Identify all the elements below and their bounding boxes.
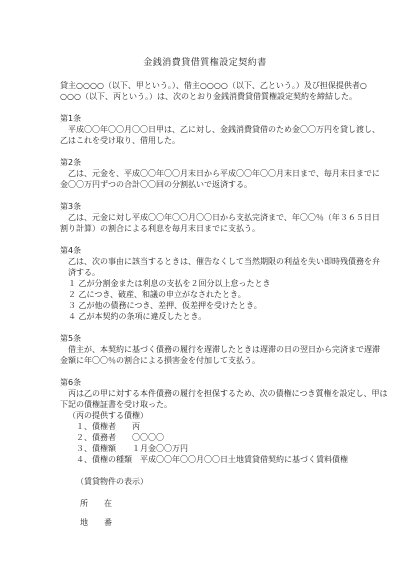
property-field: 所 在	[80, 499, 112, 508]
list-item: ２、債務者 〇〇〇〇	[76, 433, 164, 442]
intro-line: 貸主○○○○（以下、甲という。）、借主○○○○（以下、乙という。）及び担保提供者○	[60, 81, 367, 90]
list-item: ３、債権額 １月金〇〇万円	[76, 444, 188, 453]
article-heading: 第1条	[60, 114, 82, 123]
article-line: 借主が、本契約に基づく債務の履行を遅滞したときは遅滞の日の翌日から完済まで遅滞	[68, 345, 380, 354]
article-line: 下記の債権証書を受け取った。	[60, 400, 172, 409]
article-line: 平成〇〇年〇〇月〇〇日甲は、乙に対し、金銭消費貸借のため金〇〇万円を貸し渡し、	[68, 125, 380, 134]
article-line: 金〇〇万円ずつの合計〇〇回の分割払いで返済する。	[60, 180, 252, 189]
list-item: ３ 乙が他の債務につき、差押、仮差押を受けたとき。	[68, 301, 262, 310]
article-heading: 第5条	[60, 334, 82, 343]
sub-heading: （丙の提供する債権）	[68, 411, 148, 420]
document-body	[60, 80, 388, 528]
list-item: １ 乙が分割金または利息の支払を２回分以上怠ったとき	[68, 279, 271, 288]
article-heading: 第4条	[60, 246, 82, 255]
article-line: 乙は、元金を、平成〇〇年〇〇月末日から平成〇〇年〇〇月末日まで、毎月末日までに	[68, 169, 380, 178]
article-line: 割り計算）の割合による利息を毎月末日までに支払う。	[60, 224, 260, 233]
list-item: ４ 乙が本契約の条項に違反したとき。	[68, 312, 207, 321]
document-title: 金銭消費貸借質権設定契約書	[143, 58, 267, 68]
intro-line: ○○○（以下、丙という。）は、次のとおり金銭消費貸借質権設定契約を締結した。	[60, 92, 357, 101]
list-item: １、債権者 丙	[76, 422, 140, 431]
article-line: 乙は、元金に対し平成〇〇年〇〇月〇〇日から支払完済まで、年〇〇％（年３６５日日	[68, 213, 380, 222]
article-line: 乙は、次の事由に該当するときは、催告なくして当然期限の利益を失い即時残債務を弁	[68, 257, 380, 266]
list-item: ４、債権の種類 平成〇〇年〇〇月〇〇日土地賃貸借契約に基づく賃料債権	[76, 455, 348, 464]
article-heading: 第6条	[60, 378, 82, 387]
article-heading: 第2条	[60, 158, 82, 167]
article-line: 金額に年〇〇％の割合による損害金を付加して支払う。	[60, 356, 260, 365]
property-heading: （賃貸物件の表示）	[76, 477, 148, 486]
article-line: 乙はこれを受け取り、借用した。	[60, 136, 180, 145]
list-item: ２ 乙につき、破産、和議の申立がなされたとき。	[68, 290, 246, 299]
property-field: 地 番	[80, 518, 112, 527]
article-line: 丙は乙の甲に対する本件債務の履行を担保するため、次の債権につき質権を設定し、甲は	[68, 389, 388, 398]
article-line: 済する。	[68, 268, 100, 277]
article-heading: 第3条	[60, 202, 82, 211]
